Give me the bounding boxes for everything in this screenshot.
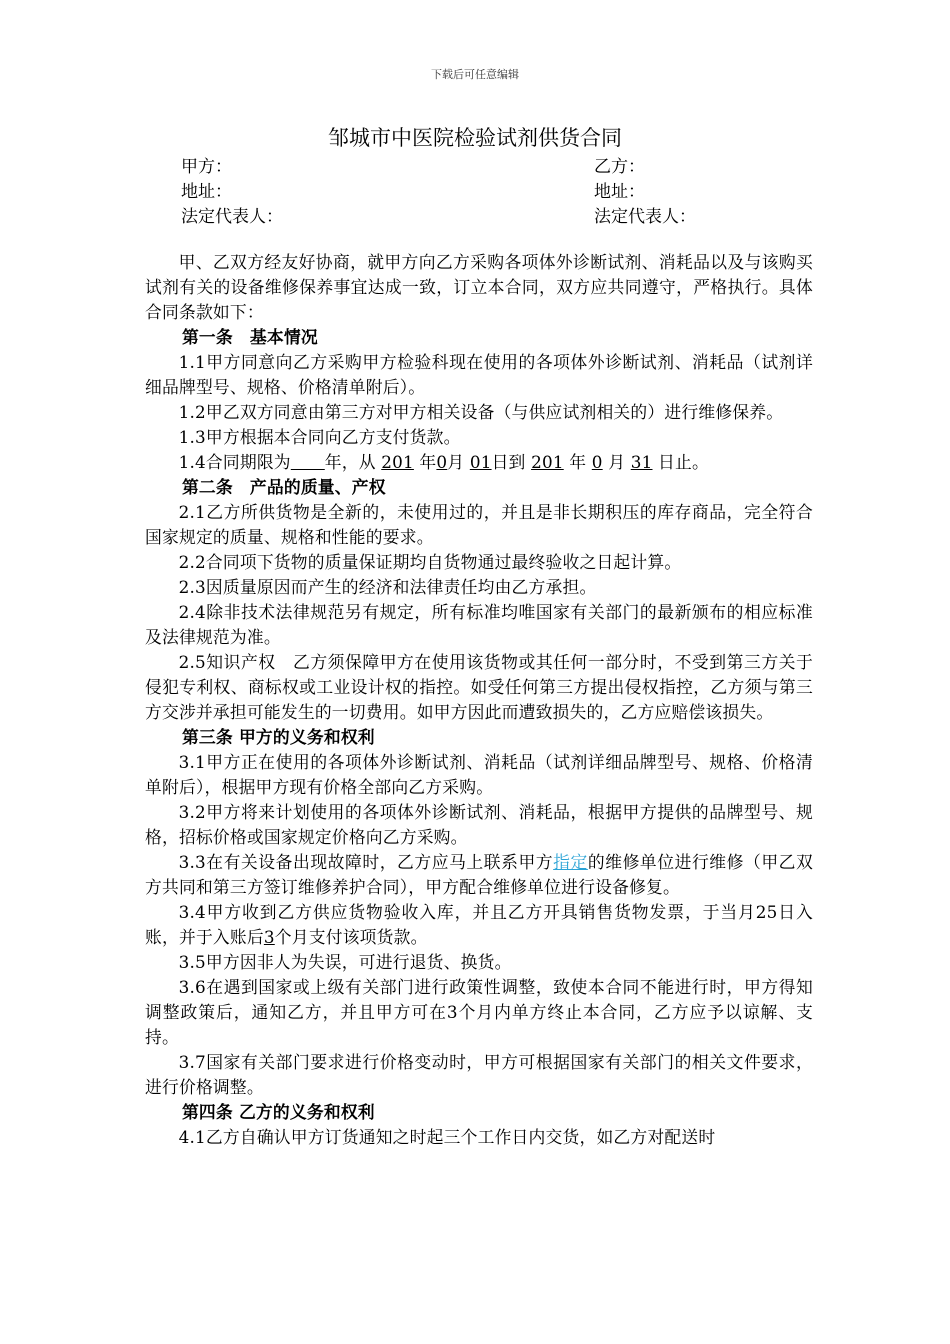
start-year: 201 (381, 452, 414, 472)
party-a-label: 甲方： (181, 157, 232, 177)
party-b-label: 乙方： (594, 157, 645, 177)
end-month: 0 (591, 452, 603, 472)
clause-3-3-text: 3.3在有关设备出现故障时，乙方应马上联系甲方 (178, 852, 554, 872)
clause-4-1: 4.1乙方自确认甲方订货通知之时起三个工作日内交货，如乙方对配送时 (178, 1127, 716, 1147)
clause-1-4-text: 月 (602, 452, 631, 472)
clause-3-3-text: 的维修单位进行维修（甲乙双方共同和第三方签订维修养护合同），甲方配合维修单位进行设备修复。 (145, 852, 814, 897)
clause-1-4-text: 日到 (491, 452, 532, 472)
clause-3-3 (145, 850, 813, 900)
clause-2-2: 2.2合同项下货物的质量保证期均自货物通过最终验收之日起计算。 (178, 552, 682, 572)
clause-2-4: 2.4除非技术法律规范另有规定，所有标准均唯国家有关部门的最新颁布的相应标准及法律规范为准。 (145, 602, 813, 647)
party-b-address: 地址： (594, 182, 645, 202)
clause-1-4-text: 年 (413, 452, 437, 472)
clause-3-5: 3.5甲方因非人为失误，可进行退货、换货。 (178, 952, 512, 972)
term-years-blank (291, 452, 325, 472)
clause-3-4-text: 3.4甲方收到乙方供应货物验收入库，并且乙方开具销售货物发票，于当月25日入账，并于入账后 (145, 902, 813, 947)
section-4-heading: 第四条 乙方的义务和权利 (181, 1102, 375, 1122)
contract-title: 邹城市中医院检验试剂供货合同 (328, 126, 622, 150)
designated-link[interactable]: 指定 (553, 852, 588, 872)
clause-1-4-text: 日止。 (652, 452, 709, 472)
clause-3-4-text: 个月支付该项货款。 (274, 927, 428, 947)
end-day: 31 (630, 452, 653, 472)
clause-1-1: 1.1甲方同意向乙方采购甲方检验科现在使用的各项体外诊断试剂、消耗品（试剂详细品牌型号、规格、价格清单附后）。 (145, 352, 813, 397)
clause-1-4-text: 月 (447, 452, 470, 472)
intro-paragraph: 甲、乙双方经友好协商，就甲方向乙方采购各项体外诊断试剂、消耗品以及与该购买试剂有关的设备维修保养事宜达成一致，订立本合同，双方应共同遵守，严格执行。具体合同条款如下： (145, 252, 813, 322)
party-a-representative: 法定代表人： (181, 207, 283, 227)
clause-3-6: 3.6在遇到国家或上级有关部门进行政策性调整，致使本合同不能进行时，甲方得知调整政策后，通知乙方，并且甲方可在3个月内单方终止本合同，乙方应予以谅解、支持。 (145, 977, 813, 1047)
start-day: 01 (469, 452, 492, 472)
clause-2-1: 2.1乙方所供货物是全新的，未使用过的，并且是非长期积压的库存商品，完全符合国家规定的质量、规格和性能的要求。 (145, 502, 813, 547)
end-year: 201 (531, 452, 564, 472)
clause-2-3: 2.3因质量原因而产生的经济和法律责任均由乙方承担。 (178, 577, 597, 597)
clause-1-3: 1.3甲方根据本合同向乙方支付货款。 (178, 427, 461, 447)
header-note: 下载后可任意编辑 (431, 68, 519, 81)
clause-3-1: 3.1甲方正在使用的各项体外诊断试剂、消耗品（试剂详细品牌型号、规格、价格清单附后），根据甲方现有价格全部向乙方采购。 (145, 752, 813, 797)
clause-3-2: 3.2甲方将来计划使用的各项体外诊断试剂、消耗品，根据甲方提供的品牌型号、规格，招标价格或国家规定价格向乙方采购。 (145, 802, 813, 847)
clause-1-4-text: 年 (563, 452, 592, 472)
start-month: 0 (436, 452, 448, 472)
clause-2-5: 2.5知识产权 乙方须保障甲方在使用该货物或其任何一部分时，不受到第三方关于侵犯专利权、商标权或工业设计权的指控。如受任何第三方提出侵权指控，乙方须与第三方交涉并承担可能发生的一切费用。如甲方因此而遭致损失的，乙方应赔偿该损失。 (145, 652, 813, 722)
clause-1-4-text: 年，从 (324, 452, 382, 472)
payment-months: 3 (263, 927, 275, 947)
contract-body (145, 250, 813, 1150)
section-2-heading: 第二条 产品的质量、产权 (181, 477, 386, 497)
clause-3-7: 3.7国家有关部门要求进行价格变动时，甲方可根据国家有关部门的相关文件要求，进行价格调整。 (145, 1052, 813, 1097)
party-a-address: 地址： (181, 182, 232, 202)
section-3-heading: 第三条 甲方的义务和权利 (181, 727, 375, 747)
section-1-heading: 第一条 基本情况 (181, 327, 318, 347)
clause-3-4 (145, 900, 813, 950)
clause-1-4-text: 1.4合同期限为 (178, 452, 291, 472)
clause-1-2: 1.2甲乙双方同意由第三方对甲方相关设备（与供应试剂相关的）进行维修保养。 (178, 402, 784, 422)
clause-1-4 (145, 450, 813, 475)
party-b-representative: 法定代表人： (594, 207, 696, 227)
